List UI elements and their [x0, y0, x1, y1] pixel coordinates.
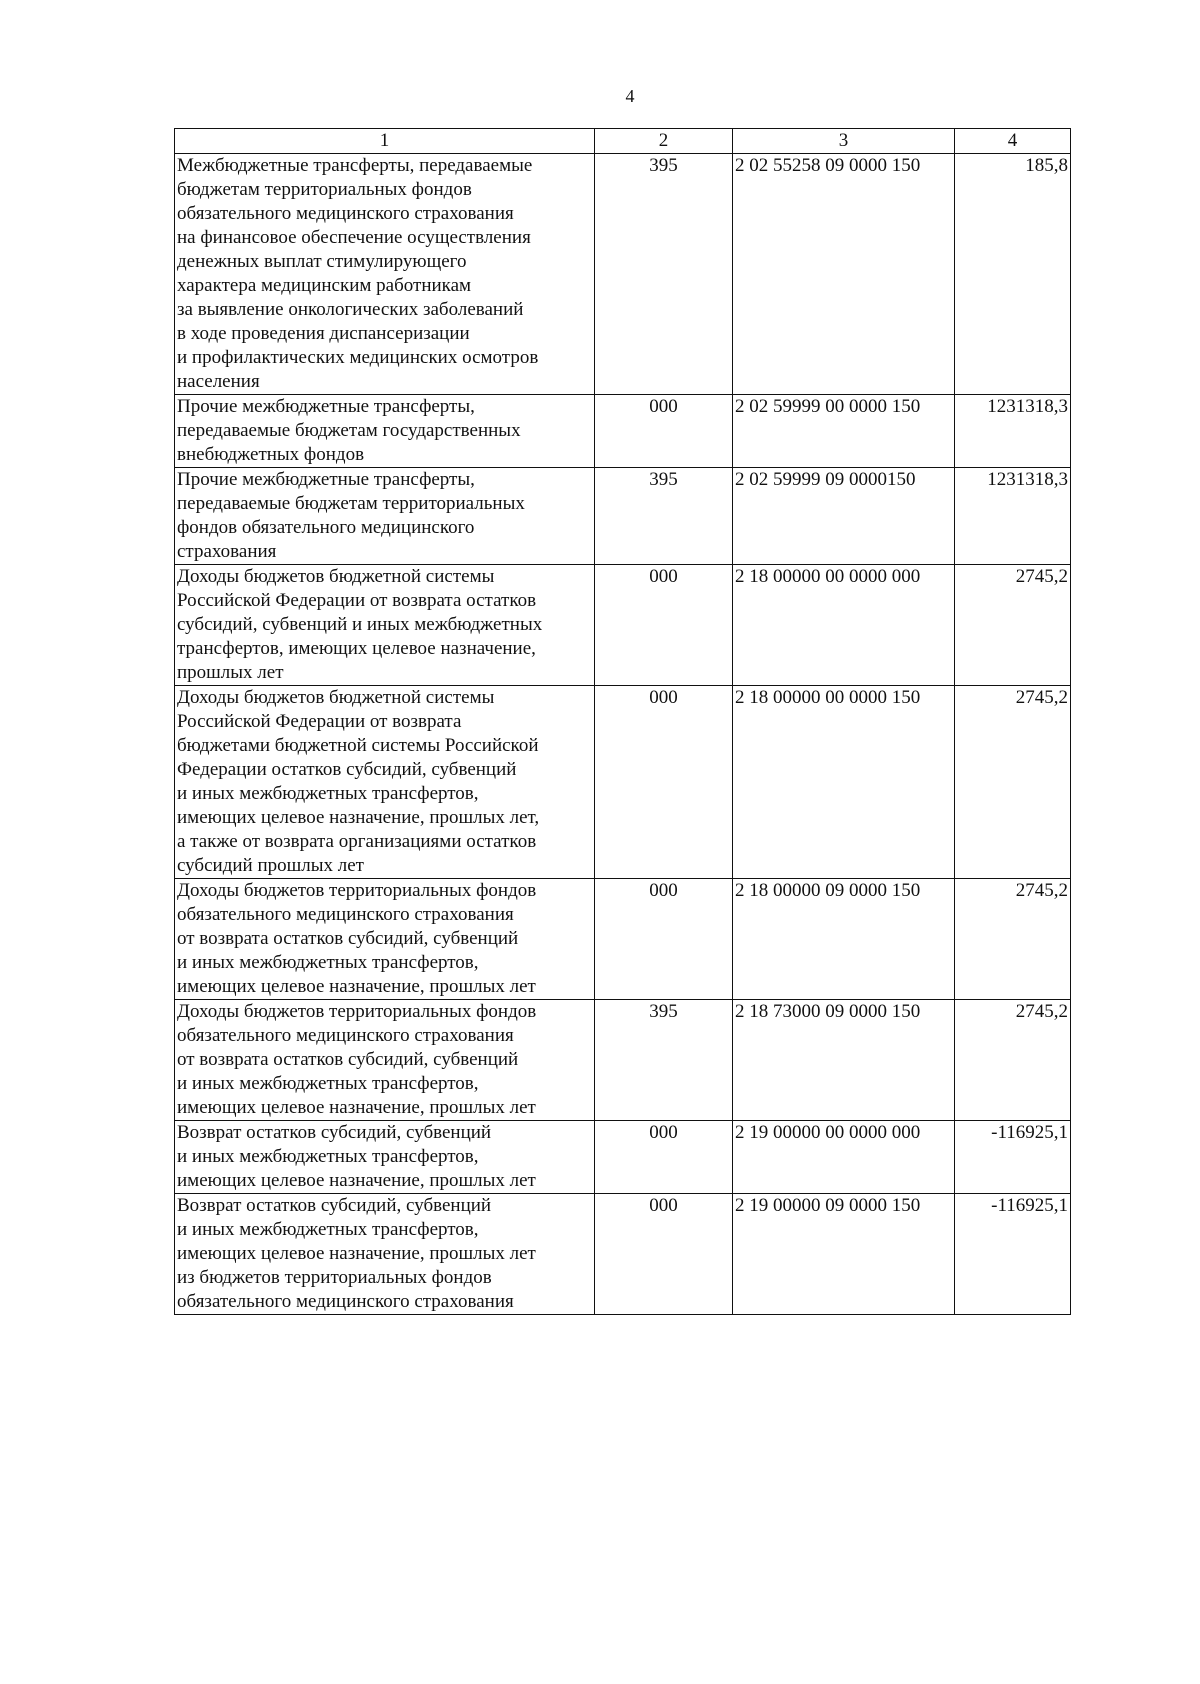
row-budget-code: 2 18 73000 09 0000 150: [733, 1000, 955, 1121]
row-description: Доходы бюджетов территориальных фондов обязательного медицинского страхования от возврата остатков субсидий, субвенций и иных межбюджетных трансфертов, имеющих целевое назначение, прошлых лет: [175, 879, 595, 1000]
column-header-3: 3: [733, 129, 955, 154]
row-budget-code: 2 02 59999 09 0000150: [733, 468, 955, 565]
row-description: Доходы бюджетов бюджетной системы Российской Федерации от возврата остатков субсидий, субвенций и иных межбюджетных трансфертов, имеющих целевое назначение, прошлых лет: [175, 565, 595, 686]
row-amount: 2745,2: [955, 686, 1071, 879]
row-budget-code: 2 19 00000 00 0000 000: [733, 1121, 955, 1194]
table-header-row: [175, 129, 1071, 154]
row-description: Доходы бюджетов бюджетной системы Российской Федерации от возврата бюджетами бюджетной системы Российской Федерации остатков субсидий, субвенций и иных межбюджетных трансфертов, имеющих целевое назначение, прошлых лет, а также от возврата организациями остатков субсидий прошлых лет: [175, 686, 595, 879]
column-header-4: 4: [955, 129, 1071, 154]
row-admin-code: 000: [595, 1121, 733, 1194]
row-budget-code: 2 18 00000 00 0000 150: [733, 686, 955, 879]
row-amount: 1231318,3: [955, 395, 1071, 468]
row-amount: 185,8: [955, 154, 1071, 395]
row-budget-code: 2 18 00000 00 0000 000: [733, 565, 955, 686]
table-row: [175, 1000, 1071, 1121]
row-description: Прочие межбюджетные трансферты, передаваемые бюджетам государственных внебюджетных фондов: [175, 395, 595, 468]
table-row: [175, 395, 1071, 468]
table-row: [175, 565, 1071, 686]
row-amount: 1231318,3: [955, 468, 1071, 565]
row-budget-code: 2 18 00000 09 0000 150: [733, 879, 955, 1000]
row-admin-code: 395: [595, 154, 733, 395]
row-description: Возврат остатков субсидий, субвенций и иных межбюджетных трансфертов, имеющих целевое назначение, прошлых лет из бюджетов территориальных фондов обязательного медицинского страхования: [175, 1194, 595, 1315]
row-budget-code: 2 02 59999 00 0000 150: [733, 395, 955, 468]
row-budget-code: 2 02 55258 09 0000 150: [733, 154, 955, 395]
row-amount: 2745,2: [955, 1000, 1071, 1121]
row-admin-code: 395: [595, 1000, 733, 1121]
row-description: Межбюджетные трансферты, передаваемые бюджетам территориальных фондов обязательного медицинского страхования на финансовое обеспечение осуществления денежных выплат стимулирующего характера медицинским работникам за выявление онкологических заболеваний в ходе проведения диспансеризации и профилактических медицинских осмотров населения: [175, 154, 595, 395]
table-row: [175, 1121, 1071, 1194]
row-budget-code: 2 19 00000 09 0000 150: [733, 1194, 955, 1315]
row-admin-code: 000: [595, 1194, 733, 1315]
row-description: Прочие межбюджетные трансферты, передаваемые бюджетам территориальных фондов обязательного медицинского страхования: [175, 468, 595, 565]
row-admin-code: 000: [595, 879, 733, 1000]
table-row: [175, 154, 1071, 395]
row-admin-code: 000: [595, 565, 733, 686]
row-admin-code: 000: [595, 686, 733, 879]
column-header-2: 2: [595, 129, 733, 154]
table-row: [175, 686, 1071, 879]
row-admin-code: 395: [595, 468, 733, 565]
row-amount: -116925,1: [955, 1194, 1071, 1315]
row-amount: -116925,1: [955, 1121, 1071, 1194]
budget-revenue-table: [174, 128, 1071, 1315]
row-description: Доходы бюджетов территориальных фондов обязательного медицинского страхования от возврата остатков субсидий, субвенций и иных межбюджетных трансфертов, имеющих целевое назначение, прошлых лет: [175, 1000, 595, 1121]
row-admin-code: 000: [595, 395, 733, 468]
page-number: 4: [625, 86, 635, 106]
row-description: Возврат остатков субсидий, субвенций и иных межбюджетных трансфертов, имеющих целевое назначение, прошлых лет: [175, 1121, 595, 1194]
table-row: [175, 468, 1071, 565]
table-row: [175, 879, 1071, 1000]
column-header-1: 1: [175, 129, 595, 154]
table-row: [175, 1194, 1071, 1315]
row-amount: 2745,2: [955, 879, 1071, 1000]
row-amount: 2745,2: [955, 565, 1071, 686]
